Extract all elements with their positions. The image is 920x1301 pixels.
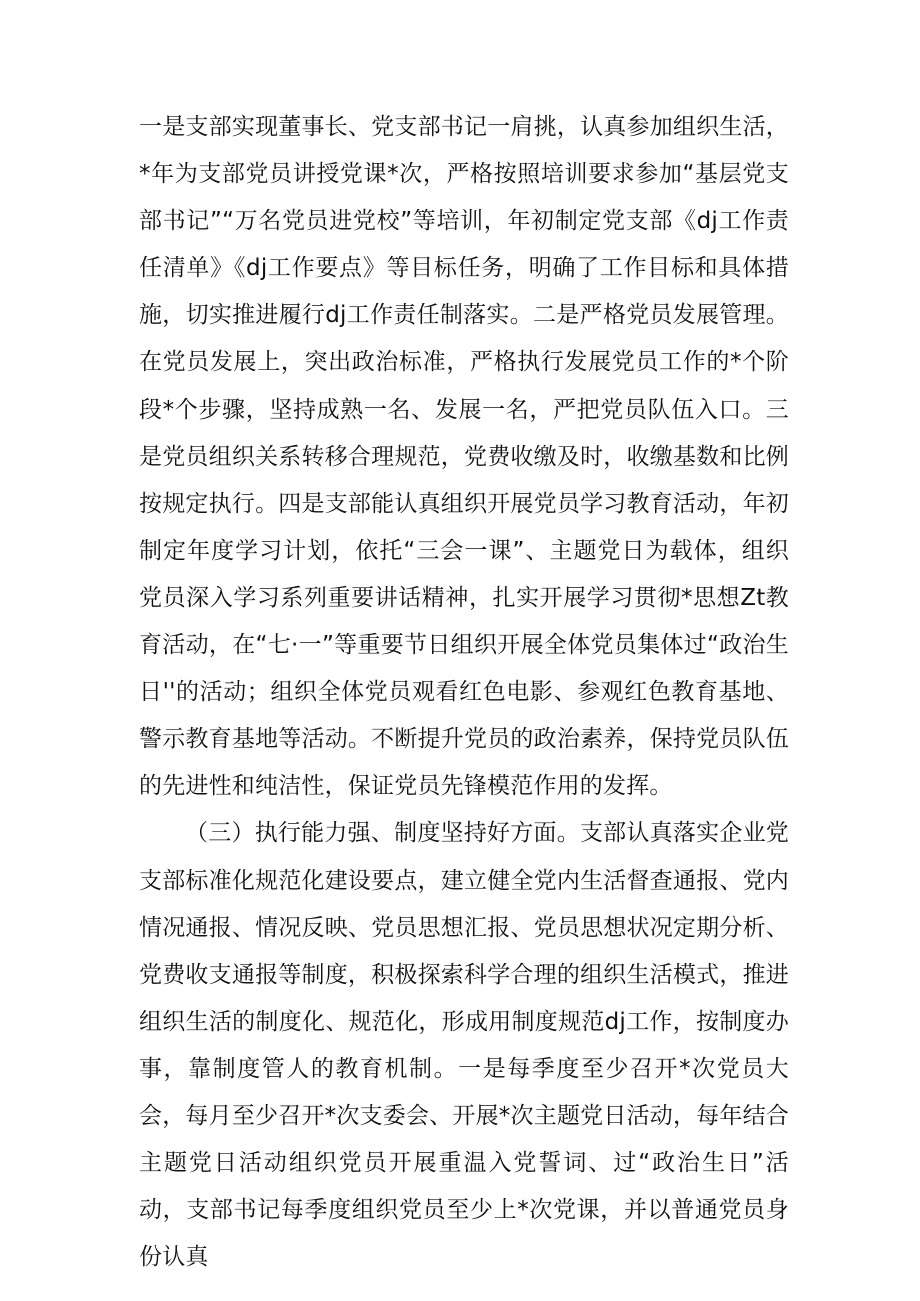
document-body [139,104,789,1281]
paragraph-party-building-measures: 一是支部实现董事长、党支部书记一肩挑，认真参加组织生活，*年为支部党员讲授党课*次，严格按照培训要求参加“基层党支部书记”“万名党员进党校”等培训，年初制定党支部《dj工作责任清单》《dj工作要点》等目标任务，明确了工作目标和具体措施，切实推进履行dj工作责任制落实。二是严格党员发展管理。在党员发展上，突出政治标准，严格执行发展党员工作的*个阶段*个步骤，坚持成熟一名、发展一名，严把党员队伍入口。三是党员组织关系转移合理规范，党费收缴及时，收缴基数和比例按规定执行。四是支部能认真组织开展党员学习教育活动，年初制定年度学习计划，依托“三会一课”、主题党日为载体，组织党员深入学习系列重要讲话精神，扎实开展学习贯彻*思想Zt教育活动，在“七·一”等重要节日组织开展全体党员集体过“政治生日''的活动；组织全体党员观看红色电影、参观红色教育基地、警示教育基地等活动。不断提升党员的政治素养，保持党员队伍的先进性和纯洁性，保证党员先锋模范作用的发挥。 [139,114,789,800]
paragraph-execution-and-systems: （三）执行能力强、制度坚持好方面。支部认真落实企业党支部标准化规范化建设要点，建立健全党内生活督查通报、党内情况通报、情况反映、党员思想汇报、党员思想状况定期分析、党费收支通报等制度，积极探索科学合理的组织生活模式，推进组织生活的制度化、规范化，形成用制度规范dj工作，按制度办事，靠制度管人的教育机制。一是每季度至少召开*次党员大会，每月至少召开*次支委会、开展*次主题党日活动，每年结合主题党日活动组织党员开展重温入党誓词、过“政治生日”活动，支部书记每季度组织党员至少上*次党课，并以普通党员身份认真 [139,820,789,1271]
